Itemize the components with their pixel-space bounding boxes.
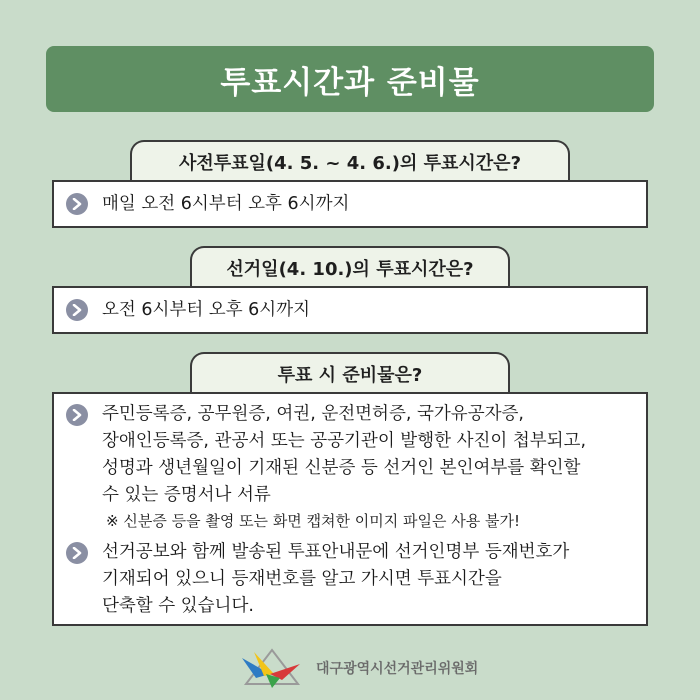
- item-line: 단축할 수 있습니다.: [102, 596, 254, 616]
- organization-name: 대구광역시선거관리위원회: [316, 661, 479, 677]
- section-box-items-to-bring: [52, 392, 648, 626]
- section-box-early-voting: [52, 180, 648, 228]
- footer: [236, 644, 486, 692]
- election-commission-logo-icon: [236, 644, 308, 692]
- section-box-election-day: [52, 286, 648, 334]
- section-question: 선거일(4. 10.)의 투표시간은?: [226, 259, 474, 280]
- chevron-right-icon: [66, 404, 88, 426]
- page-title: 투표시간과 준비물: [220, 64, 480, 101]
- section-question: 사전투표일(4. 5. ~ 4. 6.)의 투표시간은?: [178, 153, 522, 174]
- section-tab-election-day: [190, 246, 510, 288]
- item-line: 성명과 생년월일이 기재된 신분증 등 선거인 본인여부를 확인할: [102, 458, 581, 478]
- item-line: 선거공보와 함께 발송된 투표안내문에 선거인명부 등재번호가: [102, 542, 570, 562]
- section-answer: 오전 6시부터 오후 6시까지: [102, 300, 311, 320]
- item-line: 주민등록증, 공무원증, 여권, 운전면허증, 국가유공자증,: [102, 404, 524, 424]
- item-line: 수 있는 증명서나 서류: [102, 485, 271, 505]
- title-banner: [46, 46, 654, 112]
- item-note: ※ 신분증 등을 촬영 또는 화면 캡쳐한 이미지 파일은 사용 불가!: [106, 512, 521, 530]
- section-answer: 매일 오전 6시부터 오후 6시까지: [102, 194, 350, 214]
- section-tab-items-to-bring: [190, 352, 510, 394]
- section-tab-early-voting: [130, 140, 570, 182]
- section-question: 투표 시 준비물은?: [277, 365, 423, 386]
- item-line: 기재되어 있으니 등재번호를 알고 가시면 투표시간을: [102, 569, 502, 589]
- chevron-right-icon: [66, 193, 88, 215]
- item-line: 장애인등록증, 관공서 또는 공공기관이 발행한 사진이 첩부되고,: [102, 431, 587, 451]
- chevron-right-icon: [66, 299, 88, 321]
- chevron-right-icon: [66, 542, 88, 564]
